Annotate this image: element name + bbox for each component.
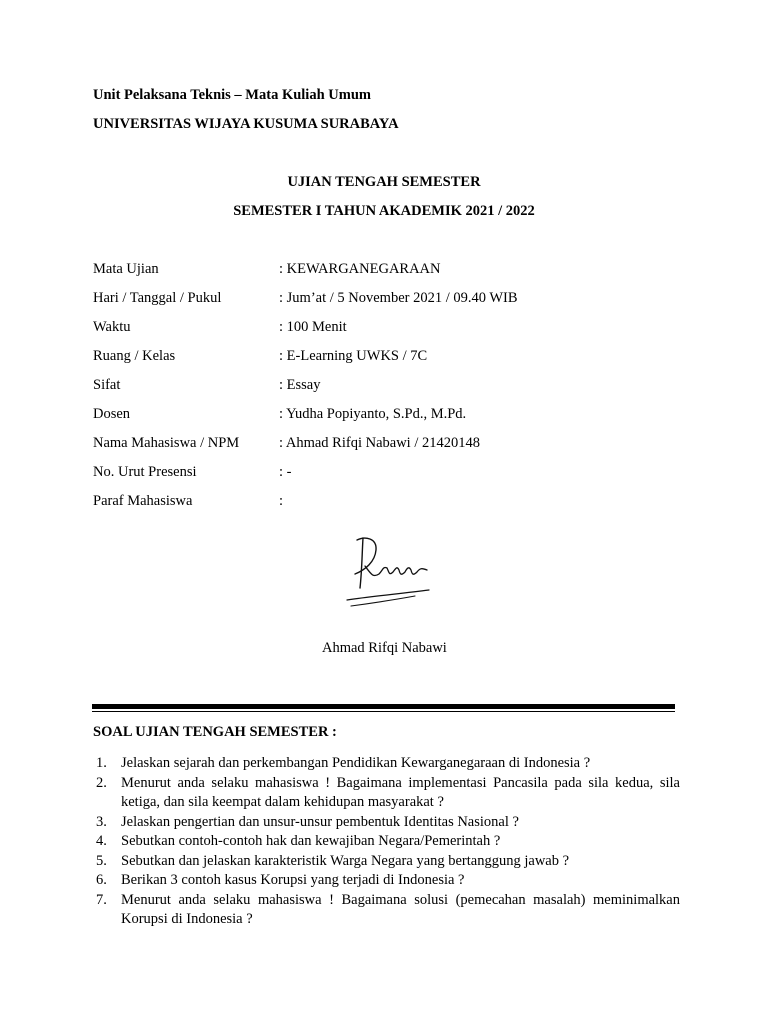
question-text: Jelaskan pengertian dan unsur-unsur pembentuk Identitas Nasional ? — [121, 813, 519, 830]
question-number: 7. — [96, 891, 107, 908]
semester-title: SEMESTER I TAHUN AKADEMIK 2021 / 2022 — [233, 203, 535, 219]
university-name: UNIVERSITAS WIJAYA KUSUMA SURABAYA — [93, 116, 399, 132]
exam-title: UJIAN TENGAH SEMESTER — [287, 174, 481, 190]
question-text: Berikan 3 contoh kasus Korupsi yang terjadi di Indonesia ? — [121, 872, 465, 888]
signature-name: Ahmad Rifqi Nabawi — [322, 640, 447, 656]
questions-heading: SOAL UJIAN TENGAH SEMESTER : — [93, 724, 337, 740]
info-label-nama-npm: Nama Mahasiswa / NPM — [93, 435, 240, 451]
info-label-sifat: Sifat — [93, 377, 121, 393]
questions-list — [96, 754, 680, 930]
question-number: 4. — [96, 833, 107, 849]
info-label-hari-tanggal: Hari / Tanggal / Pukul — [93, 290, 222, 306]
info-label-mata-ujian: Mata Ujian — [93, 261, 159, 277]
question-number: 5. — [96, 852, 107, 869]
info-label-waktu: Waktu — [93, 319, 131, 335]
question-text: Menurut anda selaku mahasiswa ! Bagaimana solusi (pemecahan masalah) meminimalkan Korupsi di Indonesia ? — [121, 891, 680, 927]
info-value-ruang-kelas: : E-Learning UWKS / 7C — [279, 348, 428, 364]
info-value-presensi: : - — [279, 464, 292, 480]
section-divider — [92, 704, 675, 709]
info-label-presensi: No. Urut Presensi — [93, 464, 197, 480]
question-item — [96, 871, 680, 891]
question-number: 1. — [96, 755, 107, 771]
question-item — [96, 832, 680, 852]
question-item — [96, 813, 680, 833]
question-text: Sebutkan contoh-contoh hak dan kewajiban Negara/Pemerintah ? — [121, 833, 501, 849]
signature-image — [343, 530, 443, 612]
question-text: Jelaskan sejarah dan perkembangan Pendidikan Kewarganegaraan di Indonesia ? — [121, 755, 591, 771]
unit-title: Unit Pelaksana Teknis – Mata Kuliah Umum — [93, 87, 371, 103]
question-text: Sebutkan dan jelaskan karakteristik Warga Negara yang bertanggung jawab ? — [121, 852, 570, 869]
question-item — [96, 754, 680, 774]
question-item — [96, 852, 680, 872]
info-label-dosen: Dosen — [93, 406, 131, 422]
info-value-nama-npm: : Ahmad Rifqi Nabawi / 21420148 — [279, 435, 480, 451]
info-value-hari-tanggal: : Jum’at / 5 November 2021 / 09.40 WIB — [279, 290, 518, 306]
question-number: 2. — [96, 774, 107, 791]
question-text: Menurut anda selaku mahasiswa ! Bagaimana implementasi Pancasila pada sila kedua, sila ketiga, dan sila keempat dalam kehidupan masyarakat ? — [121, 774, 680, 810]
question-number: 6. — [96, 872, 107, 888]
info-value-mata-ujian: : KEWARGANEGARAAN — [279, 261, 441, 277]
section-divider-thin — [92, 711, 675, 712]
info-value-paraf: : — [279, 493, 284, 509]
info-label-ruang-kelas: Ruang / Kelas — [93, 348, 176, 364]
question-item — [96, 891, 680, 930]
info-value-sifat: : Essay — [279, 377, 321, 393]
info-value-waktu: : 100 Menit — [279, 319, 347, 335]
info-label-paraf: Paraf Mahasiswa — [93, 493, 193, 509]
info-value-dosen: : Yudha Popiyanto, S.Pd., M.Pd. — [279, 406, 467, 422]
question-number: 3. — [96, 813, 107, 830]
question-item — [96, 774, 680, 813]
